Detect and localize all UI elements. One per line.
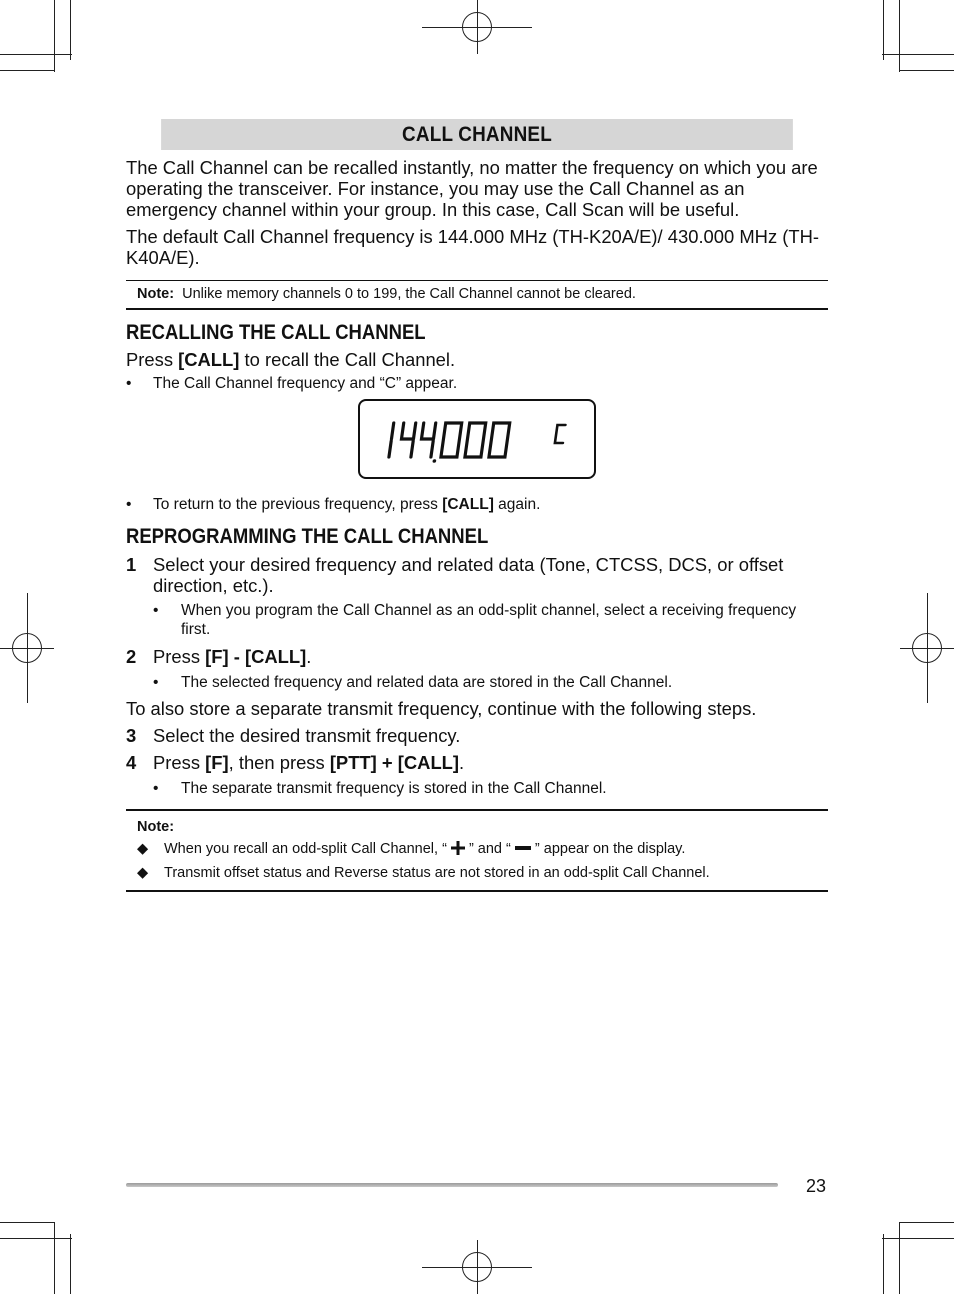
step-number: 1	[126, 554, 137, 575]
intro-paragraph: The Call Channel can be recalled instantly, no matter the frequency on which you are operating the transceiver. For instance, you may use the Call Channel as an emergency channel within your group. In this case, Call Scan will be useful.	[126, 157, 818, 220]
crop-mark	[882, 54, 954, 55]
crop-mark	[899, 70, 954, 71]
crop-mark	[70, 1234, 71, 1294]
list-item: • When you program the Call Channel as an odd-split channel, select a receiving frequency first.	[153, 602, 797, 638]
section-title: CALL CHANNEL	[161, 119, 793, 150]
crop-mark	[883, 0, 884, 60]
transition-text: To also store a separate transmit frequency, continue with the following steps.	[126, 698, 757, 719]
step-item: 4 Press [F], then press [PTT] + [CALL].	[126, 752, 465, 773]
crop-mark	[883, 1234, 884, 1294]
note-text: Unlike memory channels 0 to 199, the Call Channel cannot be cleared.	[182, 286, 636, 302]
crop-mark	[882, 1238, 954, 1239]
crop-mark	[54, 0, 55, 72]
note-box	[126, 280, 828, 310]
crop-mark	[0, 70, 55, 71]
list-item: ◆ Transmit offset status and Reverse status are not stored in an odd-split Call Channel.	[137, 861, 817, 885]
page-number: 23	[806, 1176, 827, 1196]
step-number: 2	[126, 646, 137, 667]
crop-mark	[899, 0, 900, 72]
list-item: • The selected frequency and related data are stored in the Call Channel.	[153, 674, 673, 691]
bullet-icon: •	[153, 674, 159, 691]
note-label: Note:	[137, 819, 175, 835]
minus-indicator-icon	[515, 841, 531, 855]
list-item: ◆ When you recall an odd-split Call Channel, “ ” and “ ” appear on the display.	[137, 837, 817, 861]
step-item: 1 Select your desired frequency and related data (Tone, CTCSS, DCS, or offset direction, etc.).	[126, 554, 784, 596]
step-item: 3 Select the desired transmit frequency.	[126, 725, 461, 746]
call-key-label: [CALL]	[178, 349, 240, 370]
plus-indicator-icon	[451, 841, 465, 855]
step-number: 4	[126, 752, 137, 773]
footer-rule	[126, 1183, 778, 1187]
crop-mark	[899, 1222, 900, 1294]
crop-mark	[70, 0, 71, 60]
lcd-segments	[360, 401, 594, 477]
intro-paragraph: The default Call Channel frequency is 144.000 MHz (TH-K20A/E)/ 430.000 MHz (TH-K40A/E).	[126, 226, 820, 268]
note-label: Note:	[137, 286, 175, 302]
bullet-icon: •	[153, 602, 159, 619]
bullet-icon: •	[153, 780, 159, 797]
lcd-display	[358, 399, 596, 479]
step-item: 2 Press [F] - [CALL].	[126, 646, 312, 667]
crop-mark	[54, 1222, 55, 1294]
lcd-figure	[126, 393, 828, 491]
bullet-icon: •	[126, 375, 132, 392]
diamond-bullet-icon: ◆	[137, 841, 149, 857]
diamond-bullet-icon: ◆	[137, 865, 149, 881]
crop-mark	[0, 1222, 55, 1223]
list-item: • The separate transmit frequency is stored in the Call Channel.	[153, 780, 607, 797]
page-content	[126, 119, 828, 892]
crop-mark	[0, 1238, 72, 1239]
list-item: • To return to the previous frequency, press [CALL] again.	[126, 496, 541, 513]
crop-mark	[899, 1222, 954, 1223]
step-number: 3	[126, 725, 137, 746]
bullet-icon: •	[126, 496, 132, 513]
recalling-heading: RECALLING THE CALL CHANNEL	[126, 320, 426, 344]
crop-mark	[0, 54, 72, 55]
recall-instruction: Press [CALL] to recall the Call Channel.	[126, 349, 456, 370]
note-box	[126, 809, 828, 892]
reprogramming-heading: REPROGRAMMING THE CALL CHANNEL	[126, 524, 489, 548]
list-item: • The Call Channel frequency and “C” appear.	[126, 375, 458, 392]
